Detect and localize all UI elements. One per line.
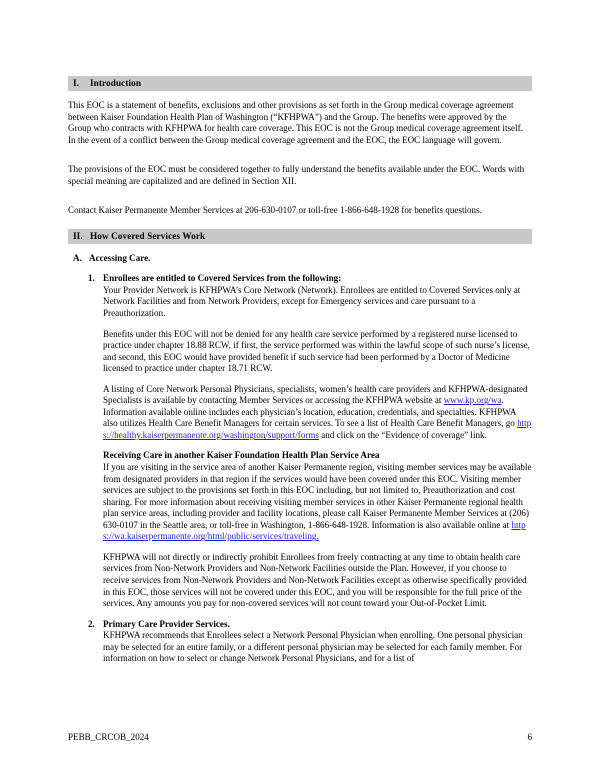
list-item-1 <box>88 273 532 609</box>
list-item-2 <box>88 619 532 665</box>
subsection-marker: A. <box>73 252 82 263</box>
item1-paragraph-4 <box>103 450 532 542</box>
item1-paragraph-2: Benefits under this EOC will not be denied for any health care service performed by a registered nurse licensed to practice under chapter 18.88 RCW, if first, the service performed was within the lawful scope of such nurse’s license, and second, this EOC would have provided benefit if such service had been performed by a Doctor of Medicine licensed to practice under chapter 18.71 RCW. <box>103 328 530 374</box>
page-content <box>68 76 532 665</box>
subsection-title: Accessing Care. <box>89 252 151 263</box>
link-kp-org-wa[interactable]: www.kp.org/wa <box>443 395 502 406</box>
list-item-title: Primary Care Provider Services. <box>103 618 230 629</box>
paragraph-spacer <box>68 155 532 164</box>
footer-page-number: 6 <box>527 732 532 742</box>
list-item-title: Enrollees are entitled to Covered Services from the following: <box>103 273 342 284</box>
item1-paragraph-3-text-c: and click on the “Evidence of coverage” link. <box>318 429 487 440</box>
section-number: I. <box>73 78 80 88</box>
item1-paragraph-5: KFHPWA will not directly or indirectly prohibit Enrollees from freely contracting at any time to obtain health care services from Non-Network Providers and Non-Network Facilities outside the Plan. However, if you choose to receive services from Non-Network Providers and Non-Network Facilities except as otherwise specifically provided in this EOC, those services will not be covered under this EOC, and you will be responsible for the full price of the services. Any amounts you pay for non-covered services will not count toward your Out-of-Pocket Limit. <box>103 551 527 609</box>
item1-paragraph-1: Your Provider Network is KFHPWA’s Core Network (Network). Enrollees are entitled to Covered Services only at Network Facilities and from Network Providers, except for Emergency services and care pursuant to a Preauthorization. <box>103 284 521 319</box>
paragraph-spacer <box>68 196 532 205</box>
item1-paragraph-3-text-b: . Information available online includes each physician’s location, education, credentials, and specialties. KFHPWA also utilizes Health Care Benefit Managers for certain services. To see a list of Health Care Benefit Managers, go <box>103 395 518 429</box>
subsection-accessing-care <box>73 253 532 265</box>
footer-document-id: PEBB_CRCOB_2024 <box>68 732 149 742</box>
link-traveling[interactable]: https://wa.kaiserpermanente.org/html/public/services/traveling. <box>103 519 526 542</box>
item1-paragraph-3-text-a: A listing of Core Network Personal Physicians, specialists, women’s health care providers and KFHPWA-designated Specialists is available by contacting Member Services or accessing the KFHPWA website at <box>103 383 528 406</box>
list-item-body <box>103 619 532 665</box>
item2-paragraph-1: KFHPWA recommends that Enrollees select a Network Personal Physician when enrolling. One personal physician may be selected for an entire family, or a different personal physician may be selected for each family member. For information on how to select or change Network Personal Physicians, and for a list of <box>103 630 523 664</box>
list-item-marker: 2. <box>88 618 95 629</box>
section-header-introduction <box>68 76 532 91</box>
section-title: Introduction <box>90 78 142 88</box>
list-item-marker: 1. <box>88 273 95 284</box>
section-header-how-covered-services-work <box>68 229 532 244</box>
link-health-care-benefit-managers[interactable]: https://healthy.kaiserpermanente.org/washington/support/forms <box>103 418 532 440</box>
sub-heading-receiving-care: Receiving Care in another Kaiser Foundation Health Plan Service Area <box>103 450 380 461</box>
item1-paragraph-4-text: If you are visiting in the service area of another Kaiser Permanente region, visiting member services may be available from designated providers in that region if the services would have been covered under this EOC. Visiting member services are subject to the provisions set forth in this EOC including, but not limited to, Preauthorization and cost sharing. For more information about receiving visiting member services in other Kaiser Permanente regional health plan service areas, including provider and facility locations, please call Kaiser Permanente Member Services at (206) 630-0107 in the Seattle area, or toll-free in Washington, 1-866-648-1928. Information is also available online at <box>103 462 532 530</box>
intro-paragraph-3: Contact Kaiser Permanente Member Services at 206-630-0107 or toll-free 1-866-648-1928 for benefits questions. <box>68 205 482 216</box>
list-item-body <box>103 273 532 609</box>
intro-paragraph-2: The provisions of the EOC must be considered together to fully understand the benefits available under the EOC. Words with special meaning are capitalized and are defined in Section XII. <box>68 164 525 186</box>
page-footer <box>68 731 532 743</box>
intro-paragraph-1: This EOC is a statement of benefits, exclusions and other provisions as set forth in the Group medical coverage agreement between Kaiser Foundation Health Plan of Washington (“KFHPWA”) and the Group. The benefits were approved by the Group who contracts with KFHPWA for health care coverage. This EOC is not the Group medical coverage agreement itself. In the event of a conflict between the Group medical coverage agreement and the EOC, the EOC language will govern. <box>68 100 523 145</box>
item1-paragraph-3 <box>103 384 532 442</box>
section-title: How Covered Services Work <box>90 230 206 241</box>
section-number: II. <box>73 230 83 241</box>
